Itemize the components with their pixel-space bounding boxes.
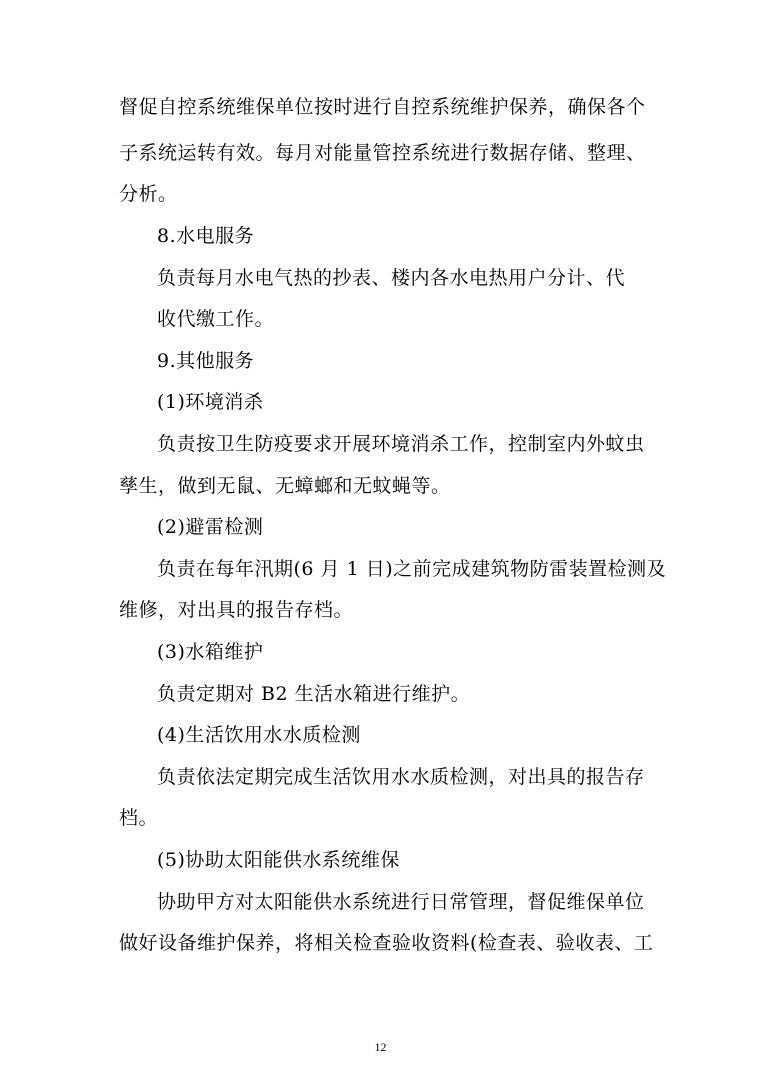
body-text-line: 分析。 [119,183,178,205]
body-text-line: 子系统运转有效。每月对能量管控系统进行数据存储、整理、 [119,142,646,164]
section-heading-water-electric: 8.水电服务 [157,225,255,247]
subsection-heading-solar-water: (5)协助太阳能供水系统维保 [157,849,400,871]
body-text-line: 收代缴工作。 [157,308,275,330]
body-text-line: 负责按卫生防疫要求开展环境消杀工作，控制室内外蚊虫 [157,433,645,455]
body-text-line: 档。 [119,807,159,829]
subsection-heading-lightning: (2)避雷检测 [157,516,264,538]
subsection-heading-disinfection: (1)环境消杀 [157,391,264,413]
subsection-heading-water-tank: (3)水箱维护 [157,641,264,663]
body-text-line: 孳生，做到无鼠、无蟑螂和无蚊蝇等。 [119,475,451,497]
page-number: 12 [374,1040,387,1054]
body-text-line: 负责每月水电气热的抄表、楼内各水电热用户分计、代 [157,267,626,289]
body-text-line: 协助甲方对太阳能供水系统进行日常管理，督促维保单位 [157,891,645,913]
section-heading-other-services: 9.其他服务 [157,350,255,372]
body-text-line: 负责定期对 B2 生活水箱进行维护。 [157,683,471,705]
body-text-line: 负责在每年汛期(6 月 1 日)之前完成建筑物防雷装置检测及 [157,558,667,580]
body-text-line: 维修，对出具的报告存档。 [119,599,354,621]
body-text-line: 督促自控系统维保单位按时进行自控系统维护保养，确保各个 [119,96,646,118]
body-text-line: 做好设备维护保养，将相关检查验收资料(检查表、验收表、工 [119,932,654,954]
subsection-heading-water-quality: (4)生活饮用水水质检测 [157,724,361,746]
body-text-line: 负责依法定期完成生活饮用水水质检测，对出具的报告存 [157,766,645,788]
